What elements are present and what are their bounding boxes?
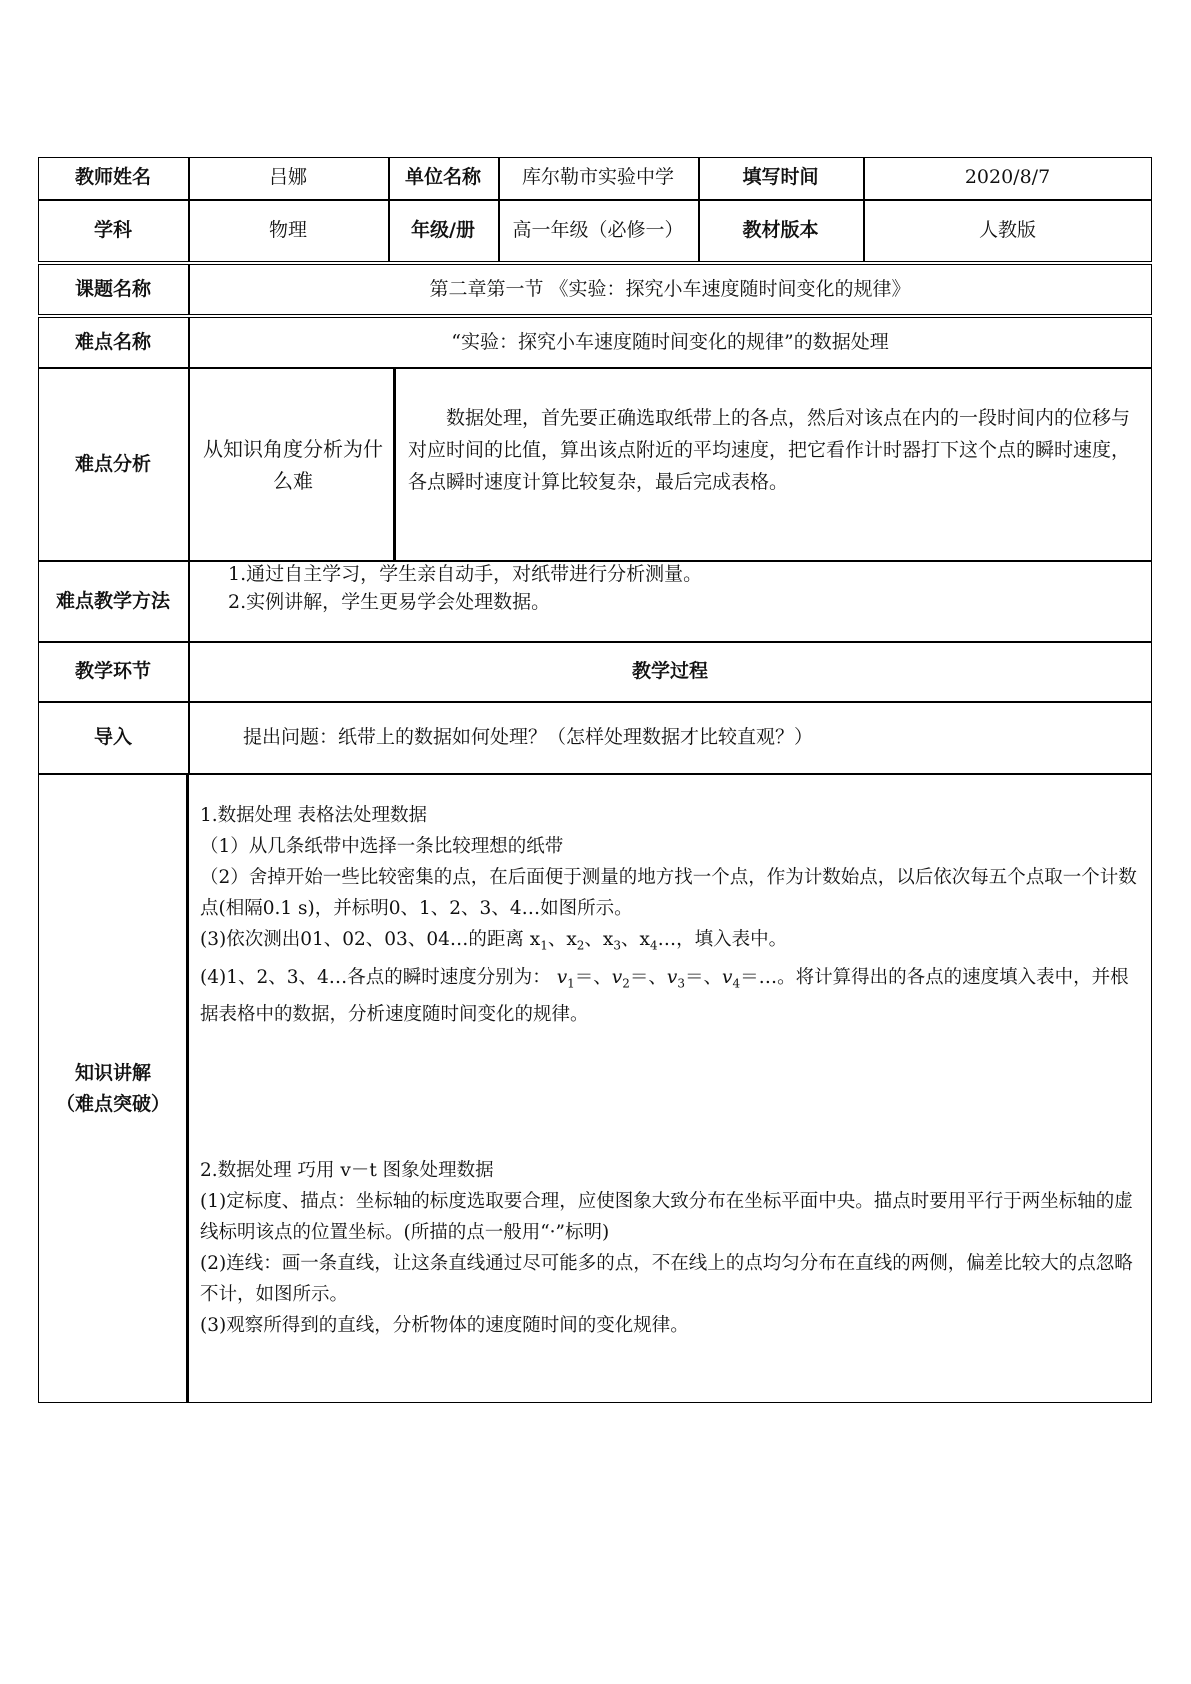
difficulty-value: “实验：探究小车速度随时间变化的规律”的数据处理 <box>451 330 889 353</box>
intro-label: 导入 <box>93 726 132 749</box>
knowledge-label-2: （难点突破） <box>55 1092 170 1115</box>
analysis-sub-label: 从知识角度分析为什么难 <box>203 436 383 493</box>
subject-label: 学科 <box>93 218 132 241</box>
process-value: 教学过程 <box>631 660 708 683</box>
topic-label: 课题名称 <box>74 277 151 300</box>
knowledge-p6: 2.数据处理 巧用 v－t 图象处理数据 <box>200 1160 494 1182</box>
knowledge-p5: (4)1、2、3、4…各点的瞬时速度分别为： $v_1=$、$v_2=$、$v_3=$、$v_4=\dots$。将计算得出的各点的速度填入表中，并根据表格中的数据，分析速度随时间变化的规律。 <box>200 966 1129 1026</box>
grade-value: 高一年级（必修一） <box>512 219 684 242</box>
date-value: 2020/8/7 <box>964 166 1051 189</box>
subject-value: 物理 <box>268 218 307 241</box>
knowledge-p7: (1)定标度、描点：坐标轴的标度选取要合理，应使图象大致分布在坐标平面中央。描点时要用平行于两坐标轴的虚线标明该点的位置坐标。(所描的点一般用“·”标明) <box>200 1191 1133 1244</box>
teacher-label: 教师姓名 <box>74 166 151 189</box>
method-line-1: 1.通过自主学习，学生亲自动手，对纸带进行分析测量。 <box>228 563 703 585</box>
grade-label: 年级/册 <box>411 218 475 241</box>
intro-value: 提出问题：纸带上的数据如何处理？（怎样处理数据才比较直观？） <box>243 726 814 749</box>
date-label: 填写时间 <box>742 166 819 189</box>
method-label: 难点教学方法 <box>55 589 170 612</box>
knowledge-label-1: 知识讲解 <box>74 1062 151 1085</box>
knowledge-p4: (3)依次测出01、02、03、04…的距离 $x_1$、$x_2$、$x_3$、$x_4\dots$，填入表中。 <box>200 929 788 953</box>
knowledge-content <box>200 800 1140 1341</box>
knowledge-p9: (3)观察所得到的直线，分析物体的速度随时间的变化规律。 <box>200 1315 689 1337</box>
edition-value: 人教版 <box>978 218 1036 241</box>
knowledge-p3: （2）舍掉开始一些比较密集的点，在后面便于测量的地方找一个点，作为计数始点，以后依次每五个点取一个计数点(相隔0.1 s)，并标明0、1、2、3、4…如图所示。 <box>200 867 1137 919</box>
knowledge-p1: 1.数据处理 表格法处理数据 <box>200 805 428 826</box>
unit-value: 库尔勒市实验中学 <box>521 166 674 189</box>
method-line-2: 2.实例讲解，学生更易学会处理数据。 <box>228 590 551 613</box>
knowledge-p8: (2)连线：画一条直线，让这条直线通过尽可能多的点，不在线上的点均匀分布在直线的两侧，偏差比较大的点忽略不计，如图所示。 <box>200 1253 1133 1306</box>
topic-value: 第二章第一节 《实验：探究小车速度随时间变化的规律》 <box>429 277 911 300</box>
process-label: 教学环节 <box>74 660 151 683</box>
teacher-value: 吕娜 <box>268 166 307 189</box>
analysis-text: 数据处理，首先要正确选取纸带上的各点，然后对该点在内的一段时间内的位移与对应时间的比值，算出该点附近的平均速度，把它看作计时器打下这个点的瞬时速度，各点瞬时速度计算比较复杂，最后完成表格。 <box>408 407 1131 493</box>
unit-label: 单位名称 <box>404 166 481 189</box>
edition-label: 教材版本 <box>742 218 819 241</box>
analysis-label: 难点分析 <box>74 452 151 475</box>
knowledge-p2: （1）从几条纸带中选择一条比较理想的纸带 <box>200 836 564 857</box>
difficulty-label: 难点名称 <box>74 330 151 353</box>
